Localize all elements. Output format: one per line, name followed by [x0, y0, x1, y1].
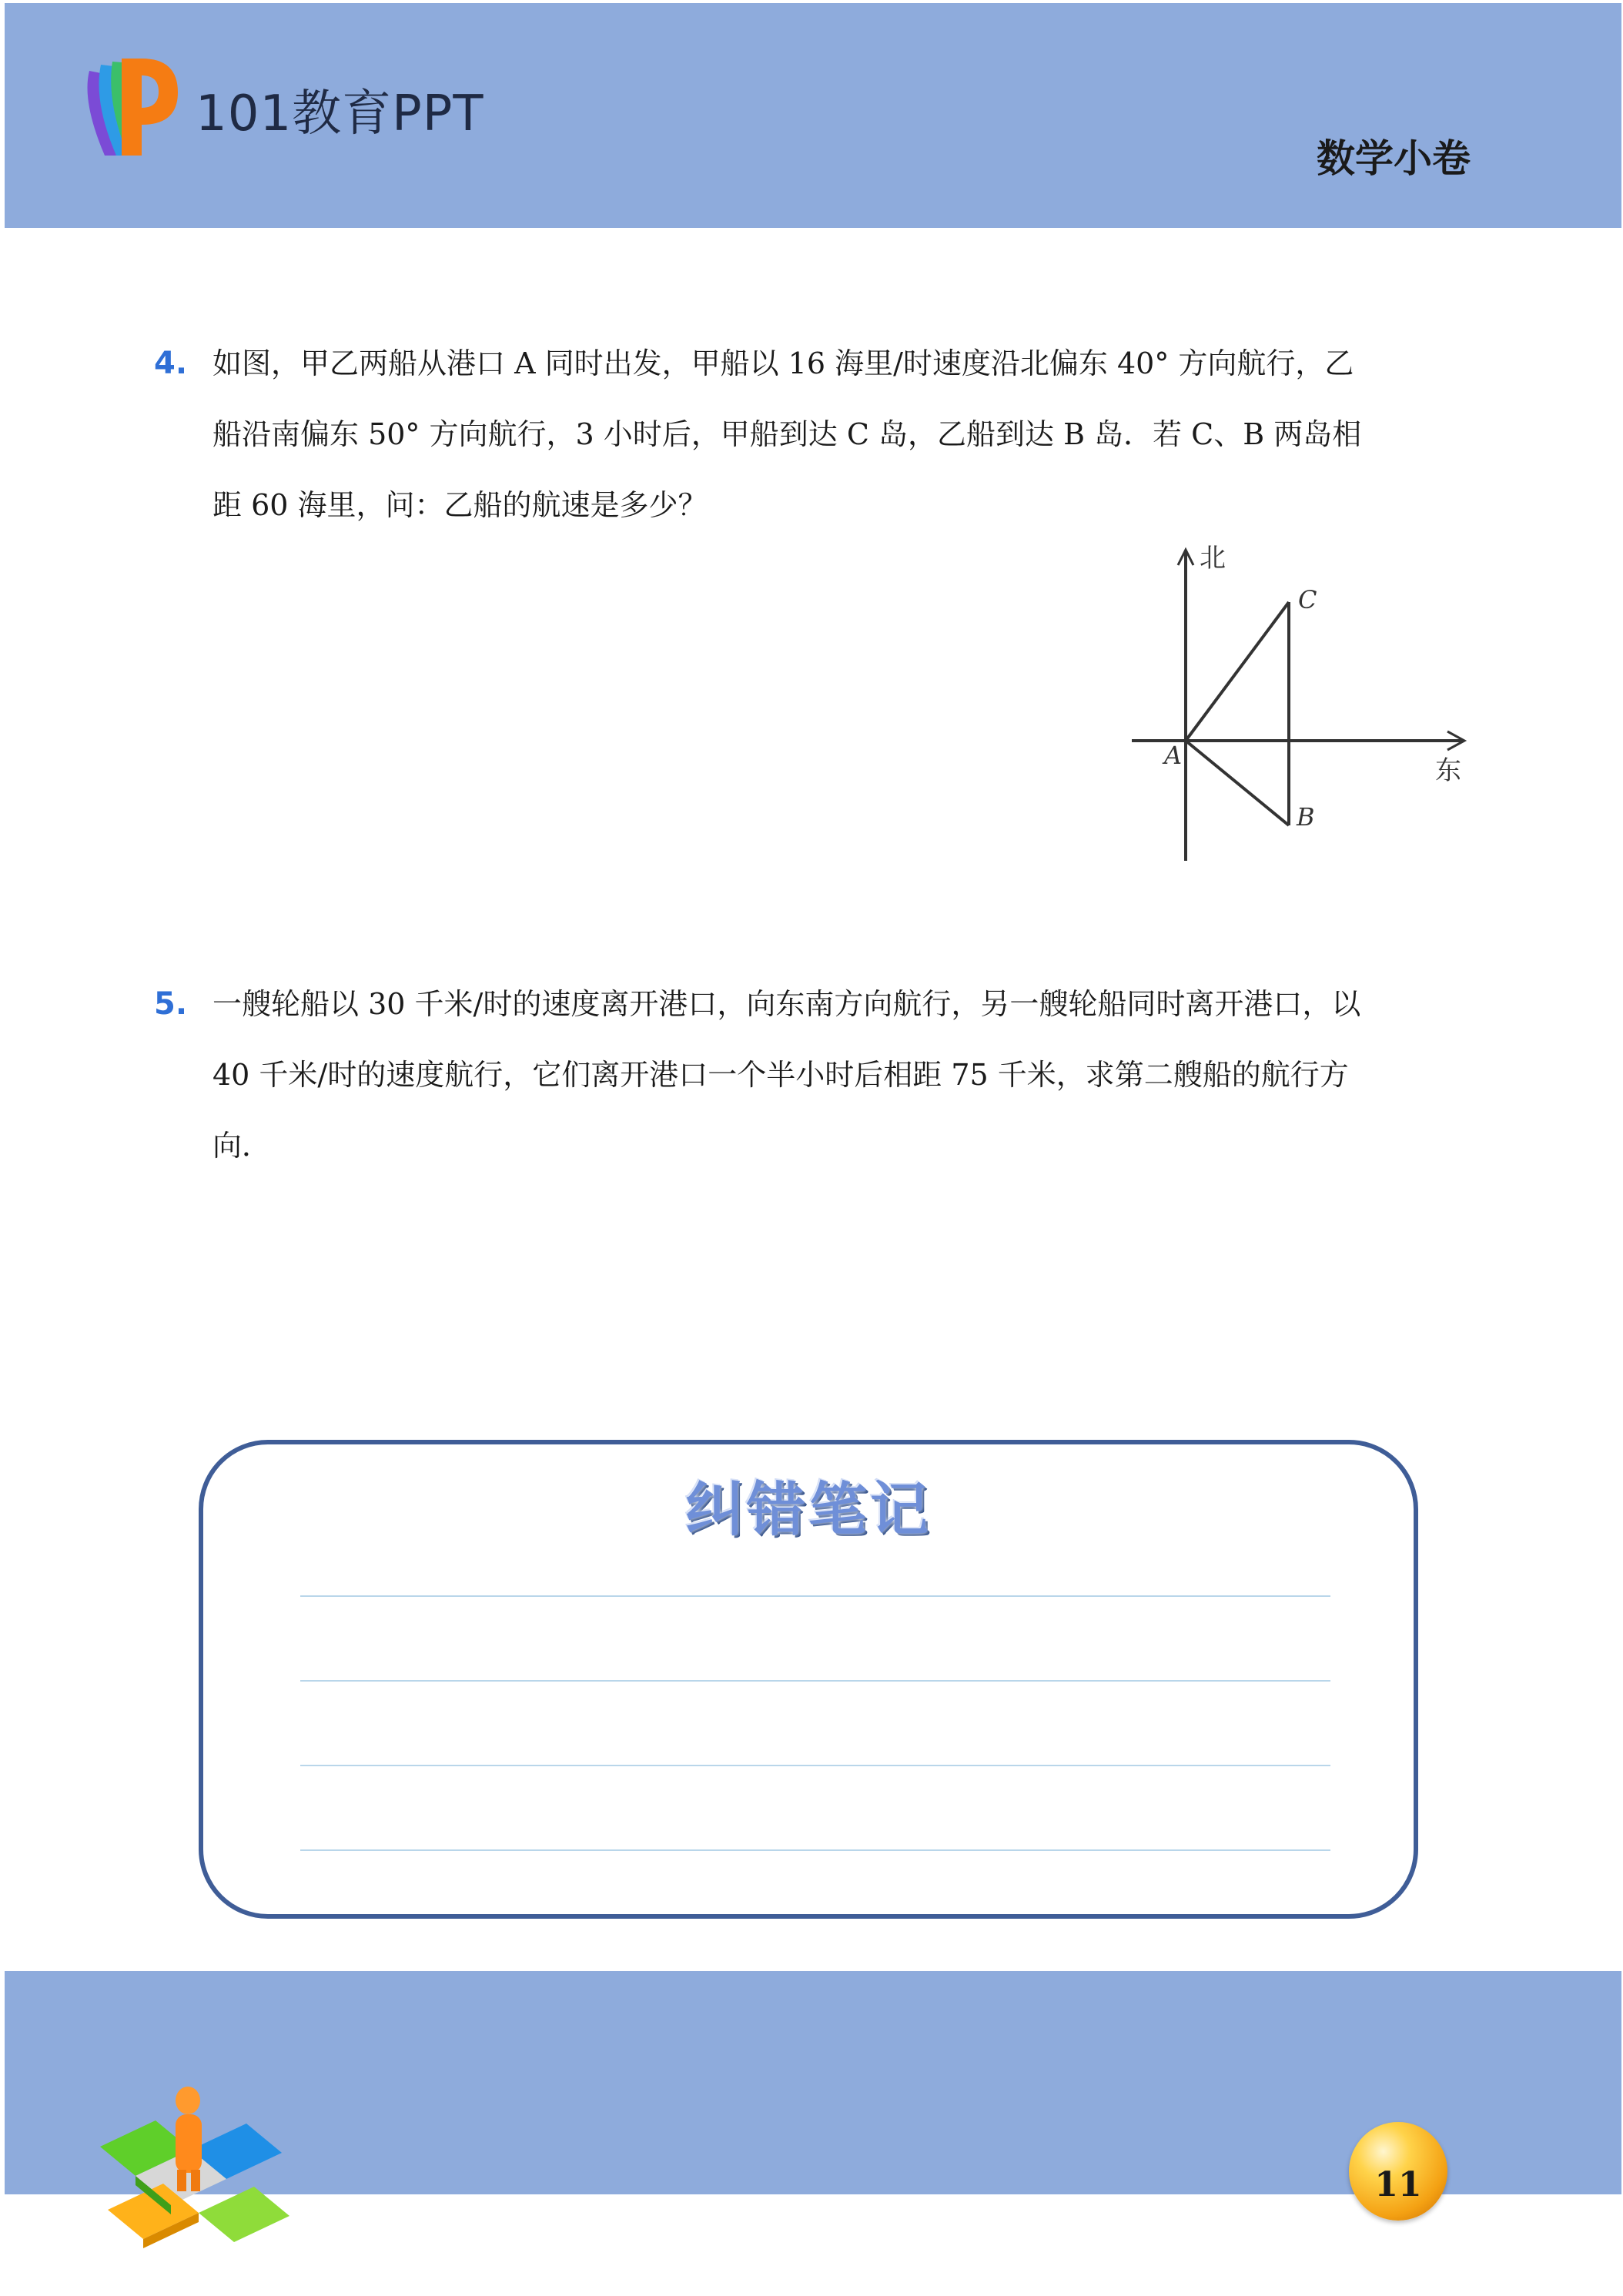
question-number: 5.	[154, 986, 188, 1022]
point-b-label: B	[1297, 802, 1315, 832]
question-number: 4.	[154, 346, 188, 381]
page-number-badge	[1349, 2122, 1447, 2221]
question-4	[154, 328, 1478, 541]
segment-ac	[1186, 602, 1289, 741]
brand-name: 101教育PPT	[196, 85, 484, 142]
writing-line	[300, 1849, 1330, 1851]
question-text-line: 一艘轮船以 30 千米/时的速度离开港口，向东南方向航行，另一艘轮船同时离开港口，以	[212, 987, 1361, 1021]
writing-line	[300, 1765, 1330, 1766]
subject-title: 数学小卷	[1317, 136, 1471, 181]
point-a-label: A	[1164, 741, 1183, 770]
question-text-line: 船沿南偏东 50° 方向航行，3 小时后，甲船到达 C 岛，乙船到达 B 岛．若 C、B 两岛相	[212, 417, 1362, 451]
question-text-line: 距 60 海里，问：乙船的航速是多少？	[212, 488, 708, 522]
error-notes-box	[199, 1440, 1418, 1919]
mascot-tiles-icon	[85, 2079, 300, 2264]
segment-ab	[1186, 741, 1289, 825]
point-c-label: C	[1298, 585, 1317, 614]
navigation-diagram	[1124, 539, 1486, 862]
writing-line	[300, 1595, 1330, 1597]
north-label: 北	[1200, 543, 1226, 574]
writing-line	[300, 1680, 1330, 1682]
east-label: 东	[1435, 755, 1461, 786]
notes-title: 纠错笔记	[685, 1475, 932, 1544]
question-text-line: 向．	[212, 1129, 272, 1163]
brand-logo-icon	[74, 48, 182, 163]
question-text-line: 如图，甲乙两船从港口 A 同时出发，甲船以 16 海里/时速度沿北偏东 40° 方向航行，乙	[212, 346, 1354, 380]
question-text-line: 40 千米/时的速度航行，它们离开港口一个半小时后相距 75 千米，求第二艘船的航行方	[212, 1058, 1349, 1092]
question-5	[154, 969, 1478, 1181]
page-number: 11	[1374, 2165, 1422, 2204]
